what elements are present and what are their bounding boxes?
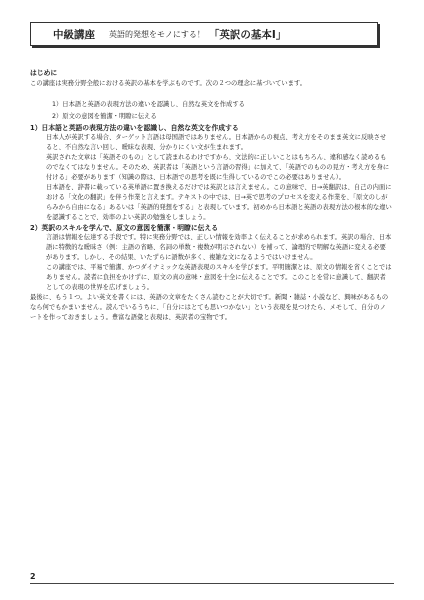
section1-paragraph: 日本人が英訳する場合、ターゲット言語は母国語ではありません。日本語からの視点、考え方をそのまま英文に反映させると、不自然な言い回し、曖昧な表現、分かりにくい文が生まれます。: [46, 134, 387, 152]
principle-item: 2）原文の意図を簡潔・明瞭に伝える: [52, 112, 157, 120]
section2-heading: 2）英訳のスキルを学んで、原文の意図を簡潔・明瞭に伝える: [30, 223, 219, 232]
section2-paragraph: 言語は情報を伝達する手段です。特に実務分野では、正しい情報を効率よく伝えることが求められます。英訳の場合、日本語に特徴的な曖昧さ（例：主語の省略、名詞の単数・複数が明示されない）を補って、論理的で明解な英語に変える必要があります。しかし、その結果、いたずらに語数が多く、複雑な文になるようではいけません。: [46, 234, 392, 262]
page-number: 2: [30, 572, 36, 581]
title-subtitle: 英語的発想をモノにする！: [109, 29, 205, 39]
page-title: 「英訳の基本Ⅰ」: [208, 28, 287, 41]
intro-text: この講座は実務分野全般における英訳の基本を学ぶものです。次の２つの理念に基づいています。: [30, 79, 307, 87]
principle-item: 1）日本語と英語の表現方法の違いを認識し、自然な英文を作成する: [52, 100, 245, 108]
section1-paragraph: 日本語を、辞書に載っている英単語に置き換えるだけでは英訳とは言えません。この意味で、日→英翻訳は、自己の内面における「文化の翻訳」を伴う作業と言えます。テキストの中では、日→英で思考のプロセスを変える作業を、「原文のしがらみから自由になる」あるいは「英語的発想をする」と表現しています。初めから日本語と英語の表現方法の根本的な違いを認識することで、効率のよい英訳の勉強をしましょう。: [46, 184, 392, 221]
course-label: 中級講座: [53, 28, 95, 41]
footer-rule: [30, 583, 394, 584]
principles-list: [30, 99, 392, 123]
section2-paragraph: この講座では、平易で簡潔、かつダイナミックな英語表現のスキルを学びます。平明簡潔とは、原文の情報を省くことではありません。読者に負担をかけずに、原文の真の意味・意図を十全に伝えることです。このことを常に意識して、翻訳者としての表現の世界を広げましょう。: [46, 264, 392, 292]
title-box: [30, 22, 378, 46]
section1-heading: 1）日本語と英語の表現方法の違いを認識し、自然な英文を作成する: [30, 123, 239, 132]
intro-heading: はじめに: [30, 69, 58, 77]
section1-paragraph: 英訳された文章は「英語そのもの」として読まれるわけですから、文法的に正しいことはもちろん、違和感なく読めるものでなくてはなりません。そのため、英訳者は「英語という言語の習得」に加えて、「英語でのものの見方・考え方を身に付ける」必要があります（知識の際は、日本語での思考を既に生得しているのでこの必要はありません）。: [46, 154, 390, 182]
page-content: [30, 68, 392, 323]
closing-paragraph: 最後に、もう１つ。よい英文を書くには、英語の文章をたくさん読むことが大切です。新聞・雑誌・小説など、興味があるものなら何でもかまいません。読んでいるうちに、「自分にはとても思いつかない」という表現を見つけたら、メモして、自分のノートを作っておきましょう。豊富な語彙と表現は、英訳者の宝物です。: [30, 294, 389, 321]
section2-body: [30, 233, 392, 293]
section1-body: [30, 133, 392, 222]
